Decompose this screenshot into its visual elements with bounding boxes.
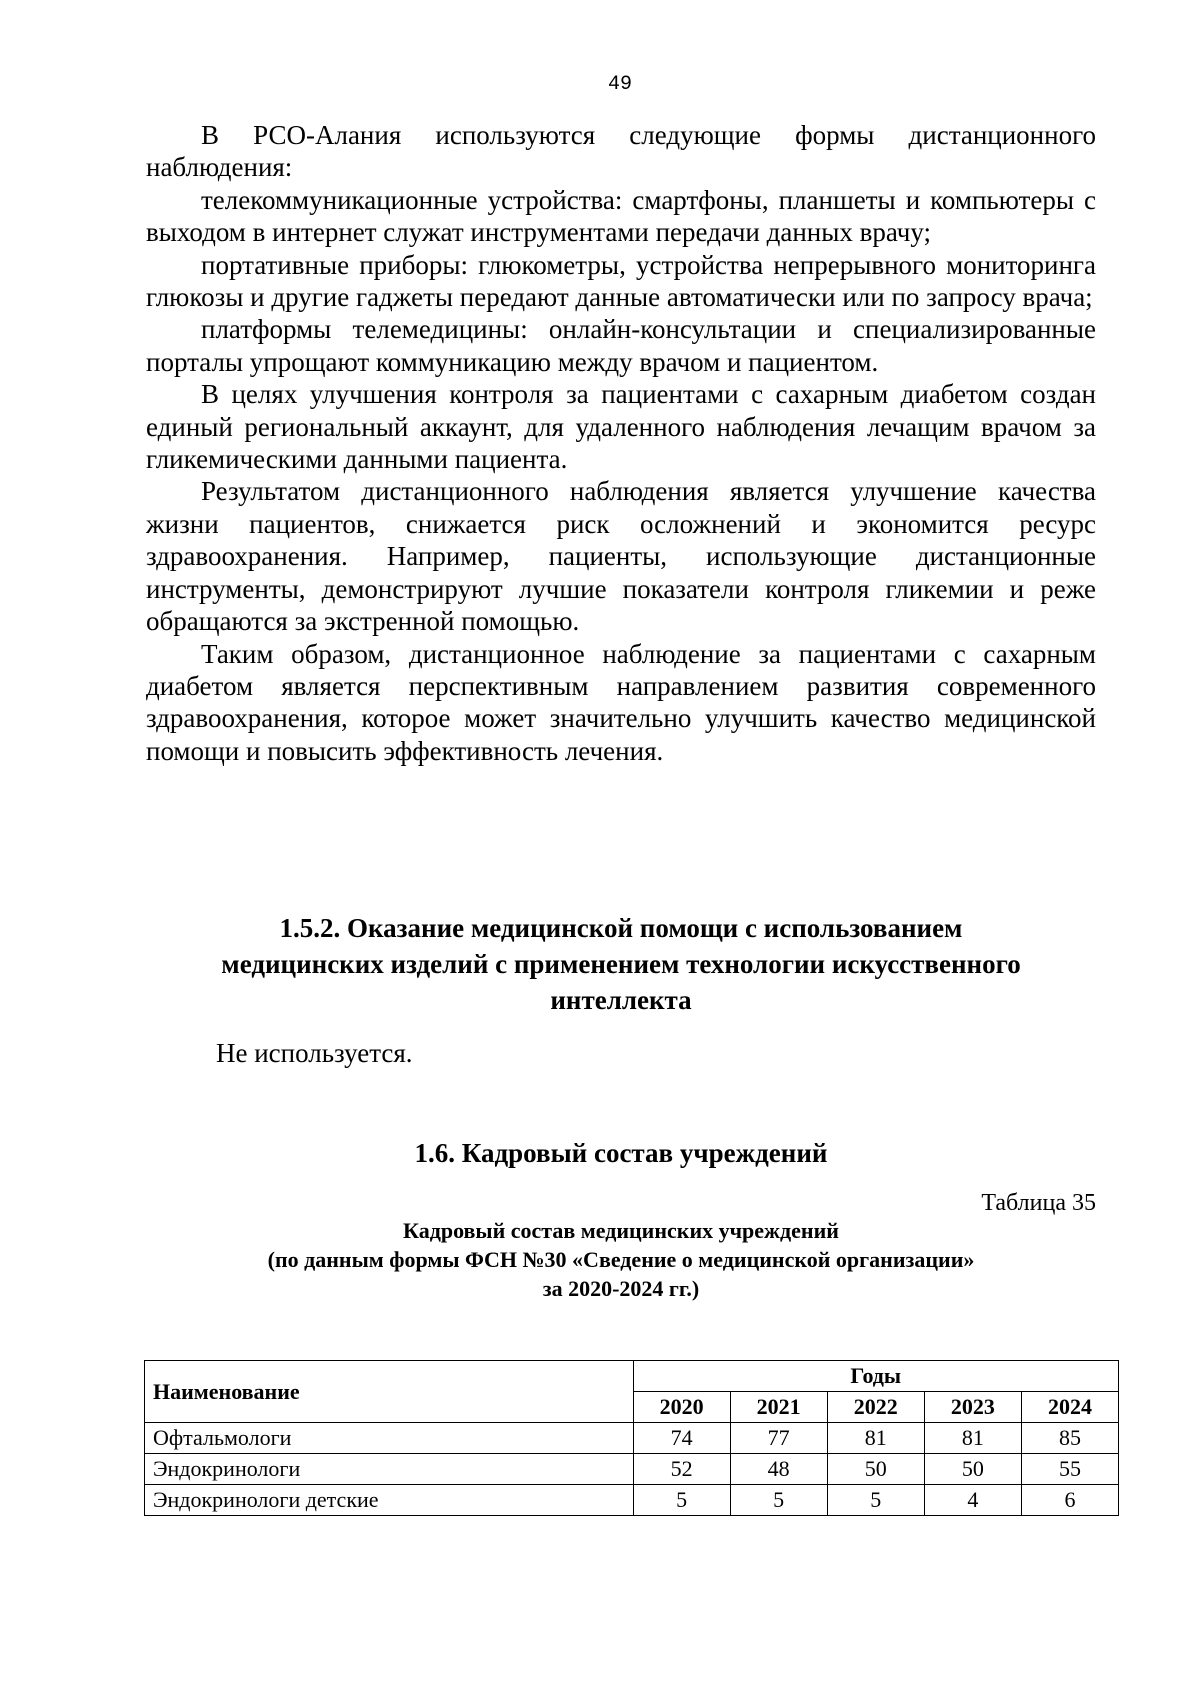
table-header-row (145, 1361, 1119, 1392)
paragraph: В РСО-Алания используются следующие формы дистанционного наблюдения: (146, 120, 1096, 183)
column-header-name: Наименование (145, 1361, 634, 1423)
table-cell: 4 (924, 1485, 1021, 1516)
table-cell: 85 (1021, 1423, 1118, 1454)
column-header-year: 2023 (924, 1392, 1021, 1423)
table-cell: 6 (1021, 1485, 1118, 1516)
body-text (146, 119, 1096, 767)
paragraph: Результатом дистанционного наблюдения является улучшение качества жизни пациентов, снижается риск осложнений и экономится ресурс здравоохранения. Например, пациенты, использующие дистанционные инструменты, демонстрируют лучшие показатели контроля гликемии и реже обращаются за экстренной помощью. (146, 476, 1096, 637)
column-header-year: 2020 (633, 1392, 730, 1423)
paragraph: телекоммуникационные устройства: смартфоны, планшеты и компьютеры с выходом в интернет служат инструментами передачи данных врачу; (146, 184, 1096, 248)
table-cell: 77 (730, 1423, 827, 1454)
row-label: Офтальмологи (145, 1423, 634, 1454)
table-cell: 5 (827, 1485, 924, 1516)
paragraph: Таким образом, дистанционное наблюдение за пациентами с сахарным диабетом является перспективным направлением развития современного здравоохранения, которое может значительно улучшить качество медицинской помощи и повысить эффективность лечения. (146, 638, 1096, 766)
table-cell: 74 (633, 1423, 730, 1454)
table-row (145, 1454, 1119, 1485)
paragraph: портативные приборы: глюкометры, устройства непрерывного мониторинга глюкозы и другие гаджеты передают данные автоматически или по запросу врача; (146, 249, 1096, 313)
table-cell: 81 (827, 1423, 924, 1454)
table-cell: 48 (730, 1454, 827, 1485)
table-caption-line: Кадровый состав медицинских учреждений (403, 1218, 839, 1243)
table-row (145, 1423, 1119, 1454)
column-header-year: 2022 (827, 1392, 924, 1423)
table-cell: 5 (730, 1485, 827, 1516)
table-cell: 55 (1021, 1454, 1118, 1485)
table-row (145, 1485, 1119, 1516)
column-group-header-years: Годы (633, 1361, 1118, 1392)
section-heading-1-5-2 (146, 910, 1096, 1018)
section-heading-line: 1.5.2. Оказание медицинской помощи с использованием (279, 913, 963, 943)
table-caption (146, 1216, 1096, 1303)
section-heading-line: медицинских изделий с применением технологии искусственного (221, 949, 1021, 979)
table-cell: 81 (924, 1423, 1021, 1454)
section-heading-1-6: 1.6. Кадровый состав учреждений (414, 1138, 828, 1168)
table-cell: 5 (633, 1485, 730, 1516)
staff-table (144, 1360, 1119, 1516)
page-number: 49 (607, 73, 632, 96)
row-label: Эндокринологи (145, 1454, 634, 1485)
paragraph: платформы телемедицины: онлайн-консультации и специализированные порталы упрощают коммуникацию между врачом и пациентом. (146, 314, 1096, 377)
table-label: Таблица 35 (981, 1190, 1096, 1216)
column-header-year: 2024 (1021, 1392, 1118, 1423)
table-caption-line: (по данным формы ФСН №30 «Сведение о медицинской организации» (267, 1247, 975, 1272)
section-text: Не используется. (216, 1038, 413, 1068)
table-cell: 50 (827, 1454, 924, 1485)
column-header-year: 2021 (730, 1392, 827, 1423)
row-label: Эндокринологи детские (145, 1485, 634, 1516)
table-cell: 50 (924, 1454, 1021, 1485)
paragraph: В целях улучшения контроля за пациентами с сахарным диабетом создан единый региональный аккаунт, для удаленного наблюдения лечащим врачом за гликемическими данными пациента. (146, 379, 1096, 475)
table-caption-line: за 2020-2024 гг.) (542, 1276, 700, 1301)
table-cell: 52 (633, 1454, 730, 1485)
section-heading-line: интеллекта (550, 985, 692, 1015)
